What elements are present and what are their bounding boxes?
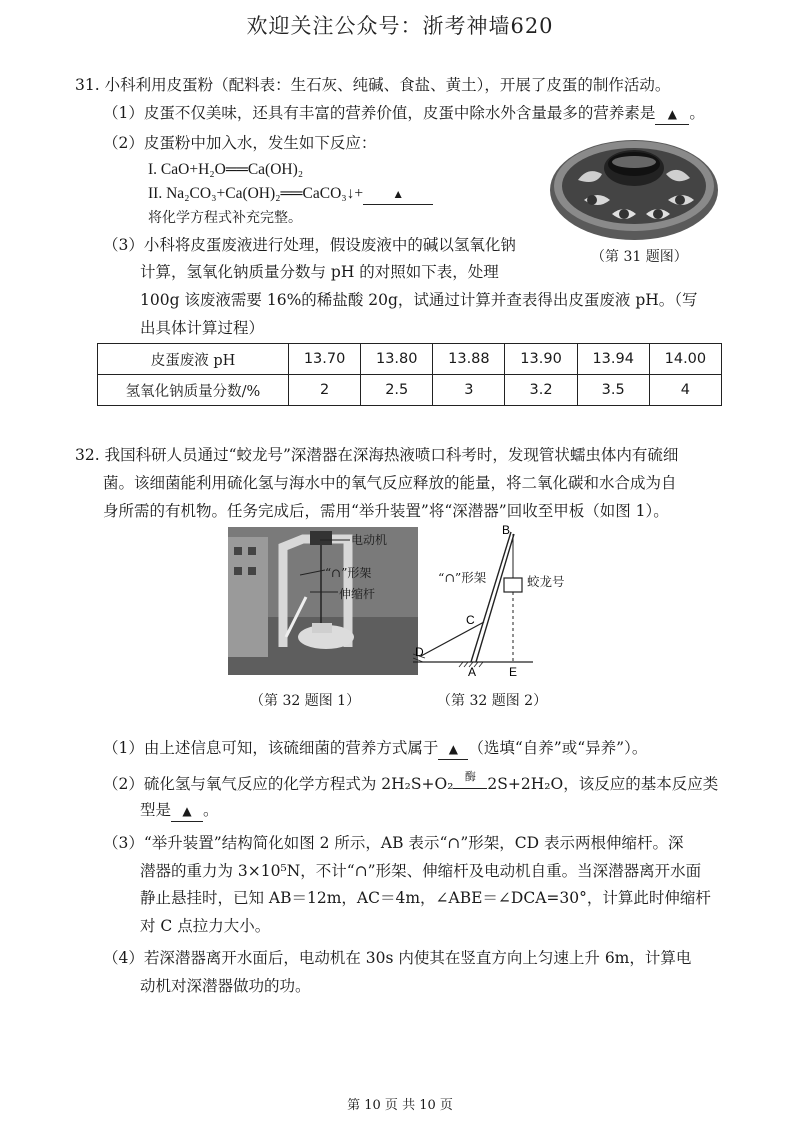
q31-part2: （2）皮蛋粉中加入水，发生如下反应： (103, 134, 377, 152)
table-cell: 3 (433, 375, 505, 406)
q31-part1-end: 。 (689, 104, 705, 122)
q31-equation-1: I. CaO+H₂O══Ca(OH)₂ (148, 161, 304, 178)
q32-stem-line1: 32. 我国科研人员通过“蛟龙号”深潜器在深海热液喷口科考时，发现管状蠕虫体内有硫细 (75, 446, 679, 464)
table-cell: 3.2 (505, 375, 577, 406)
ph-naoh-table (97, 343, 722, 406)
fig2-point-B: B (502, 523, 511, 537)
q32-part4-line1: （4）若深潜器离开水面后，电动机在 30s 内使其在竖直方向上匀速上升 6m，计算电 (103, 949, 692, 967)
q31-equation-2-text: II. Na₂CO₃+Ca(OH)₂══CaCO₃↓+ (148, 185, 364, 202)
q31-part1-text: （1）皮蛋不仅美味，还具有丰富的营养价值，皮蛋中除水外含量最多的营养素是 (103, 104, 656, 122)
q31-figure-caption: （第 31 题图） (591, 249, 688, 265)
q32-part3-line2: 潜器的重力为 3×10⁵N，不计“∩”形架、伸缩杆及电动机自重。当深潜器离开水面 (140, 862, 702, 880)
table-cell: 4 (649, 375, 721, 406)
q32-figure2-caption: （第 32 题图 2） (437, 693, 548, 709)
fig1-leader-lines (300, 530, 360, 600)
q31-part3-line2: 计算，氢氧化钠质量分数与 pH 的对照如下表，处理 (140, 263, 499, 281)
q31-part1-blank (655, 103, 689, 125)
q32-part3-line3: 静止悬挂时，已知 AB＝12m，AC＝4m，∠ABE＝∠DCA=30°，计算此时伸缩杆 (140, 889, 711, 907)
q32-part4-line2: 动机对深潜器做功的功。 (140, 977, 311, 995)
q32-part1-text: （1）由上述信息可知，该硫细菌的营养方式属于 (103, 739, 439, 757)
fig2-point-C: C (466, 613, 475, 627)
table-cell: 2 (289, 375, 361, 406)
q32-figure1-caption: （第 32 题图 1） (250, 693, 361, 709)
fig1-label-motor: 电动机 (351, 533, 388, 547)
q32-part2-blank (171, 800, 203, 822)
table-row-label-naoh: 氢氧化钠质量分数/% (98, 375, 289, 406)
fig2-label-frame: “∩”形架 (438, 570, 487, 585)
q31-equation-2 (148, 184, 433, 205)
q32-part2-end: 。 (203, 801, 219, 819)
table-cell: 13.88 (433, 344, 505, 375)
q32-part2-condition (453, 770, 487, 789)
table-cell: 14.00 (649, 344, 721, 375)
page-header-title: 欢迎关注公众号：浙考神墙620 (246, 14, 554, 38)
table-cell: 13.94 (577, 344, 649, 375)
q32-stem-line2: 菌。该细菌能利用硫化氢与海水中的氧气反应释放的能量，将二氧化碳和水合成为自 (103, 474, 677, 492)
q32-stem-line3: 身所需的有机物。任务完成后，需用“举升装置”将“深潜器”回收至甲板（如图 1）。 (103, 502, 669, 520)
lifting-structure-diagram (413, 520, 543, 684)
blank-triangle: ▲ (448, 742, 458, 756)
q32-part2-line2 (140, 800, 219, 822)
q32-part2-line1 (103, 770, 719, 794)
q32-part3-line1: （3）“举升装置”结构简化如图 2 所示，AB 表示“∩”形架，CD 表示两根伸缩杆。深 (103, 834, 684, 852)
q32-part1-blank (438, 738, 468, 760)
q31-stem: 31. 小科利用皮蛋粉（配料表：生石灰、纯碱、食盐、黄土），开展了皮蛋的制作活动。 (75, 76, 671, 94)
blank-triangle: ▲ (392, 187, 405, 201)
fig1-label-rod: 伸缩杆 (339, 587, 376, 601)
table-row-label-ph: 皮蛋废液 pH (98, 344, 289, 375)
table-cell: 3.5 (577, 375, 649, 406)
q31-part3-line1: （3）小科将皮蛋废液进行处理，假设废液中的碱以氢氧化钠 (103, 236, 516, 254)
fig2-label-sub: 蛟龙号 (527, 574, 565, 589)
q32-part1 (103, 738, 647, 760)
table-row (98, 344, 722, 375)
q32-part2-text-b: 2S+2H₂O，该反应的基本反应类 (487, 775, 719, 793)
table-cell: 2.5 (361, 375, 433, 406)
fig2-point-A: A (468, 665, 477, 679)
table-cell: 13.90 (505, 344, 577, 375)
blank-triangle: ▲ (667, 107, 677, 121)
century-egg-photo (548, 130, 720, 246)
q31-equation-note: 将化学方程式补充完整。 (148, 210, 302, 226)
q32-part3-line4: 对 C 点拉力大小。 (140, 917, 271, 935)
table-row (98, 375, 722, 406)
q31-part3-line3: 100g 该废液需要 16%的稀盐酸 20g，试通过计算并查表得出皮蛋废液 pH。（写 (140, 291, 698, 309)
blank-triangle: ▲ (182, 804, 192, 818)
q32-part2-enzyme: 酶 (464, 770, 476, 783)
fig2-point-D: D (415, 645, 424, 659)
table-cell: 13.70 (289, 344, 361, 375)
q32-part2-text-c: 型是 (140, 801, 172, 819)
fig2-point-E: E (509, 665, 518, 679)
fig1-label-frame: “∩”形架 (325, 566, 372, 580)
q32-part2-text-a: （2）硫化氢与氧气反应的化学方程式为 2H₂S+O₂ (103, 775, 454, 793)
q31-part3-line4: 出具体计算过程） (140, 319, 265, 337)
q32-part1-end: （选填“自养”或“异养”）。 (468, 739, 648, 757)
table-cell: 13.80 (361, 344, 433, 375)
q31-part1 (103, 103, 705, 125)
q31-equation-2-blank (363, 184, 433, 205)
page-number: 第 10 页 共 10 页 (347, 1098, 453, 1113)
